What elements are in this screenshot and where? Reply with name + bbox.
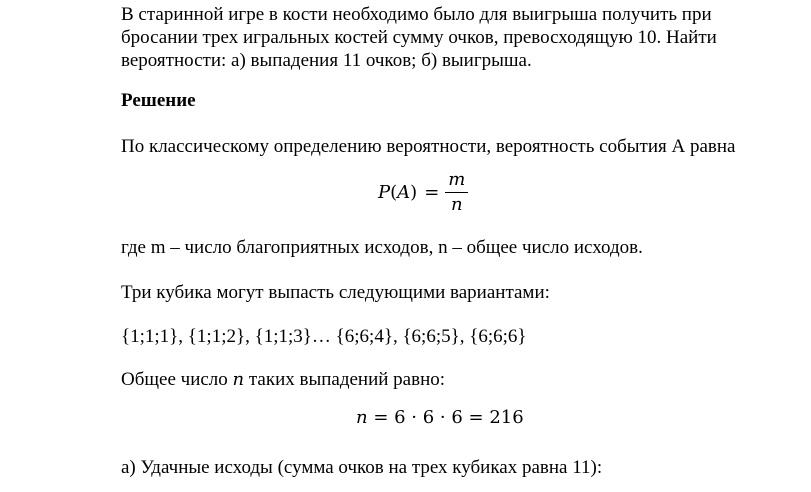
formula-close-paren: ) (410, 181, 418, 203)
total-prefix: Общее число (121, 369, 233, 390)
probability-formula (378, 167, 468, 217)
total-variable: n (232, 369, 245, 390)
three-dice-paragraph: Три кубика могут выпасть следующими вариантами: (121, 282, 550, 303)
part-a-paragraph: а) Удачные исходы (сумма очков на трех кубиках равна 11): (121, 457, 603, 478)
formula-func: P (378, 181, 391, 203)
intro-paragraph: По классическому определению вероятности, вероятность события А равна (121, 136, 736, 157)
total-suffix: таких выпадений равно: (244, 369, 446, 390)
problem-line-2: бросании трех игральных костей сумму очков, превосходящую 10. Найти (121, 27, 717, 48)
formula-n-expression: = 6 · 6 · 6 = 216 (367, 407, 524, 428)
solution-heading: Решение (121, 90, 196, 111)
formula-open-paren: ( (390, 181, 398, 203)
total-paragraph (121, 368, 791, 391)
formula-fraction (445, 170, 468, 215)
outcomes-set: {1;1;1}, {1;1;2}, {1;1;3}… {6;6;4}, {6;6;5}, {6;6;6} (121, 326, 527, 347)
fraction-numerator: m (448, 168, 466, 190)
total-count-formula (356, 405, 524, 431)
where-paragraph: где m – число благоприятных исходов, n – общее число исходов. (121, 237, 643, 258)
fraction-bar (445, 192, 468, 193)
problem-line-1: В старинной игре в кости необходимо было для выигрыша получить при (121, 4, 712, 25)
formula-arg: A (397, 181, 411, 203)
fraction-denominator: n (451, 193, 463, 215)
problem-statement (121, 3, 791, 72)
problem-line-3: вероятности: а) выпадения 11 очков; б) выигрыша. (121, 50, 532, 71)
formula-n-variable: n (356, 407, 368, 428)
formula-equals: = (424, 181, 440, 203)
